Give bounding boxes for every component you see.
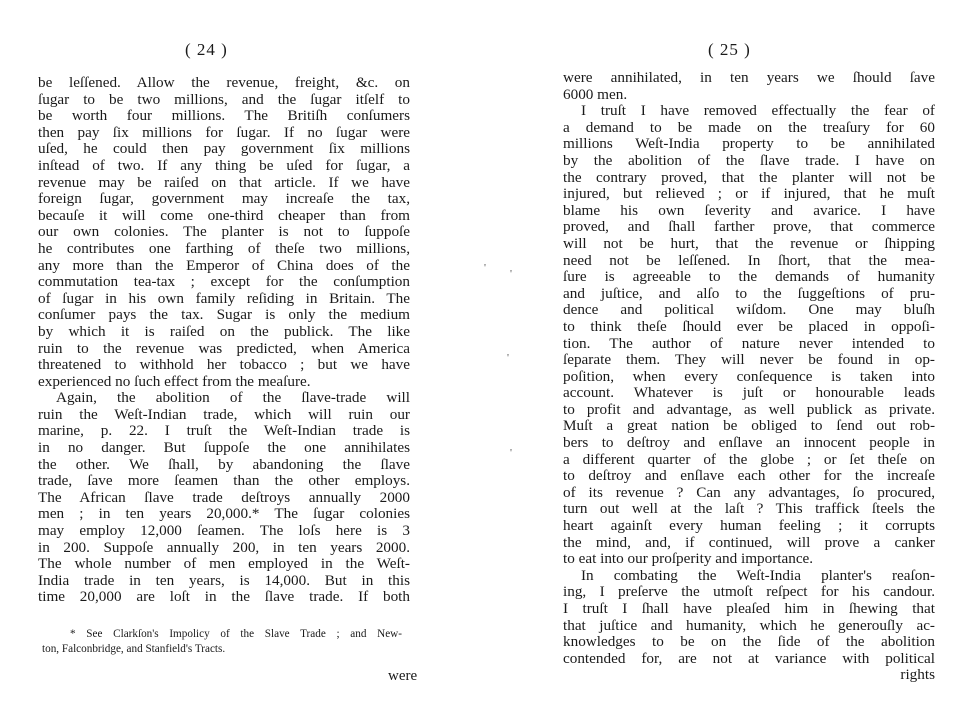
text-line: by the abolition of the ſlave trade. I have on xyxy=(563,151,935,169)
text-line: and juſtice, and alſo to the ſuggeſtions of pru- xyxy=(563,284,935,302)
text-line: I truſt I ſhall have pleaſed him in ſhewing that xyxy=(563,600,935,617)
text-line: men ; in ten years 20,000.* The ſugar colonies xyxy=(38,505,410,523)
text-line: account. Whatever is juſt or honourable leads xyxy=(563,384,935,402)
text-line: inſtead of two. If any thing be uſed for ſugar, a xyxy=(38,156,410,174)
text-line: to deſtroy and enſlave each other for the increaſe xyxy=(563,467,935,485)
text-line: The African ſlave trade deſtroys annually 2000 xyxy=(38,488,410,506)
footnote xyxy=(42,627,402,657)
text-line: threatened to withhold her tobacco ; but we have xyxy=(38,356,410,374)
gutter-speck: ' xyxy=(507,352,509,364)
text-line: the contrary proved, that the planter will not be xyxy=(563,168,935,186)
text-line: need not be leſſened. In ſhort, that the mea- xyxy=(563,251,935,269)
text-line: injured, but relieved ; or if injured, that he muſt xyxy=(563,185,935,203)
left-page-body-text xyxy=(38,75,410,606)
gutter-speck: ' xyxy=(484,262,486,274)
text-line: of ſugar in his own family reſiding in Britain. The xyxy=(38,289,410,307)
text-line: marine, p. 22. I truſt the Weſt-Indian trade is xyxy=(38,422,410,440)
text-line: of its revenue ? Can any advantages, ſo procured, xyxy=(563,483,935,501)
text-line: 6000 men. xyxy=(563,85,628,103)
text-line: rights xyxy=(900,666,935,684)
catchword: were xyxy=(388,668,418,684)
text-line: experienced no ſuch effect from the meaſure. xyxy=(38,372,311,390)
text-line: trade, ſave more ſeamen than the other employs. xyxy=(38,472,410,490)
text-line: I truſt I have removed effectually the fear of xyxy=(581,102,935,120)
text-line: to think theſe ſhould ever be placed in oppoſi- xyxy=(563,317,935,335)
text-line: turn out well at the laſt ? This traffick ſteels the xyxy=(563,500,935,518)
text-line: to eat into our proſperity and importance. xyxy=(563,550,814,568)
text-line: the other. We ſhall, by abandoning the ſlave xyxy=(38,455,410,473)
text-line: revenue may be raiſed on that article. If we have xyxy=(38,173,410,191)
right-page xyxy=(510,0,980,721)
text-line: ing, I preſerve the utmoſt reſpect for his candour. xyxy=(563,583,935,601)
gutter-speck: ' xyxy=(510,447,512,459)
text-line: Muſt a great nation be obliged to ſend out rob- xyxy=(563,417,935,435)
text-line: * See Clarkſon's Impolicy of the Slave Trade ; and New- xyxy=(70,628,402,640)
text-line: by which it is raiſed on the publick. The like xyxy=(38,322,410,340)
text-line: blame his own ſeverity and avarice. I have xyxy=(563,201,935,219)
text-line: our own colonies. The planter is not to ſuppoſe xyxy=(38,223,410,241)
text-line: ſugar to be two millions, and the ſugar itſelf to xyxy=(38,90,410,108)
text-line: conſumer pays the tax. Sugar is only the medium xyxy=(38,306,410,324)
page-number-left: ( 24 ) xyxy=(185,40,228,59)
text-line: ruin the Weſt-Indian trade, which will ruin our xyxy=(38,405,410,423)
gutter-speck: ' xyxy=(510,268,512,280)
text-line: that juſtice and humanity, which he generouſly ac- xyxy=(563,616,935,634)
text-line: ſeparate them. They will never be found in op- xyxy=(563,351,935,369)
text-line: in no danger. But ſuppoſe the one annihilates xyxy=(38,439,410,457)
page-number-right: ( 25 ) xyxy=(708,40,751,59)
text-line: heart againſt every human feeling ; it corrupts xyxy=(563,517,935,535)
text-line: any more than the Emperor of China does of the xyxy=(38,256,410,274)
text-line: The whole number of men employed in the Weſt- xyxy=(38,555,410,573)
text-line: then pay ſix millions for ſugar. If no ſugar were xyxy=(38,123,410,141)
text-line: foreign ſugar, government may increaſe the tax, xyxy=(38,190,410,208)
text-line: be worth four millions. The Britiſh conſumers xyxy=(38,107,410,125)
text-line: contended for, are not at variance with political xyxy=(563,649,935,667)
text-line: becauſe it will come one-third cheaper than from xyxy=(38,206,410,224)
text-line: In combating the Weſt-India planter's reaſon- xyxy=(581,566,935,584)
text-line: time 20,000 are loſt in the ſlave trade. If both xyxy=(38,588,410,606)
text-line: ton, Falconbridge, and Stanfield's Tracts. xyxy=(42,643,226,655)
text-line: to profit and advantage, as well publick as private. xyxy=(563,400,935,418)
text-line: poſition, when every conſequence is taken into xyxy=(563,367,935,385)
left-page xyxy=(0,0,470,721)
text-line: bers to deſtroy and enſlave an innocent people in xyxy=(563,434,935,452)
text-line: were annihilated, in ten years we ſhould ſave xyxy=(563,69,935,86)
text-line: knowledges to be on the ſide of the abolition xyxy=(563,633,935,651)
text-line: India trade in ten years, is 14,000. But in this xyxy=(38,571,410,589)
text-line: a demand to be made on the treaſury for 60 xyxy=(563,118,935,136)
right-page-body-text xyxy=(563,70,935,684)
text-line: in 200. Suppoſe annually 200, in ten years 2000. xyxy=(38,538,410,556)
text-line: he contributes one farthing of theſe two millions, xyxy=(38,239,410,257)
text-line: Again, the abolition of the ſlave-trade will xyxy=(56,389,410,407)
text-line: uſed, he could then pay government ſix millions xyxy=(38,140,410,158)
text-line: the mind, and, if continued, will prove a canker xyxy=(563,533,935,551)
text-line: ruin to the revenue was predicted, when America xyxy=(38,339,410,357)
text-line: proved, and ſhall farther prove, that commerce xyxy=(563,218,935,236)
text-line: dence and political wiſdom. One may bluſh xyxy=(563,301,935,319)
text-line: may employ 12,000 ſeamen. The loſs here is 3 xyxy=(38,522,410,540)
text-line: ſure is agreeable to the demands of humanity xyxy=(563,268,935,286)
text-line: a different quarter of the globe ; or ſet theſe on xyxy=(563,450,935,468)
text-line: be leſſened. Allow the revenue, freight, &c. on xyxy=(38,74,410,91)
text-line: commutation tea-tax ; except for the conſumption xyxy=(38,273,410,291)
text-line: will not be hurt, that the revenue or ſhipping xyxy=(563,234,935,252)
text-line: tion. The author of nature never intended to xyxy=(563,334,935,352)
text-line: millions Weſt-India property to be annihilated xyxy=(563,135,935,153)
